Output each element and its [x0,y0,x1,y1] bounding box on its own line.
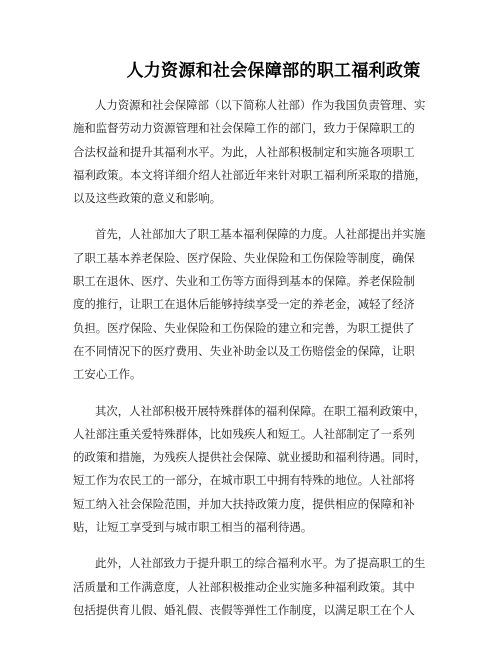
text-line: 人力资源和社会保障部（以下简称人社部）作为我国负责管理、实 [95,98,426,112]
paragraph [73,94,474,210]
paragraph [73,400,474,540]
text-line: 此外，人社部致力于提升职工的综合福利水平。为了提高职工的生 [95,556,426,571]
text-line: 首先，人社部加大了职工基本福利保障的力度。人社部提出并实施 [95,227,426,242]
text-line: 其次，人社部积极开展特殊群体的福利保障。在职工福利政策中， [95,403,426,418]
document-body [73,94,474,622]
text-line: 福利政策。本文将详细介绍人社部近年来针对职工福利所采取的措施， [73,167,427,182]
text-line: 的政策和措施，为残疾人提供社会保障、就业援助和福利待遇。同时， [73,450,427,465]
text-line: 贴，让短工享受到与城市职工相当的福利待遇。 [73,520,313,535]
text-line: 以及这些政策的意义和影响。 [73,191,222,206]
paragraph [73,223,474,386]
text-line: 职工在退休、医疗、失业和工伤等方面得到基本的保障。养老保险制 [73,274,415,289]
text-line: 人社部注重关爱特殊群体，比如残疾人和短工。人社部制定了一系列 [73,426,415,441]
text-line: 活质量和工作满意度，人社部积极推动企业实施多种福利政策。其中 [73,579,415,594]
paragraph [73,552,474,622]
text-line: 合法权益和提升其福利水平。为此，人社部积极制定和实施各项职工 [73,144,415,159]
text-line: 在不同情况下的医疗费用、失业补助金以及工伤赔偿金的保障，让职 [73,343,415,358]
text-line: 施和监督劳动力资源管理和社会保障工作的部门，致力于保障职工的 [73,121,415,136]
text-line: 工安心工作。 [73,367,142,382]
text-line: 了职工基本养老保险、医疗保险、失业保险和工伤保险等制度，确保 [73,250,415,265]
text-line: 负担。医疗保险、失业保险和工伤保险的建立和完善，为职工提供了 [73,320,415,335]
document-title: 人力资源和社会保障部的职工福利政策 [126,61,421,81]
text-line: 短工作为农民工的一部分，在城市职工中拥有特殊的地位。人社部将 [73,473,415,488]
text-line: 度的推行，让职工在退休后能够持续享受一定的养老金，减轻了经济 [73,297,415,312]
text-line: 包括提供育儿假、婚礼假、丧假等弹性工作制度，以满足职工在个人 [73,602,415,617]
text-line: 短工纳入社会保险范围，并加大扶持政策力度，提供相应的保障和补 [73,496,415,511]
